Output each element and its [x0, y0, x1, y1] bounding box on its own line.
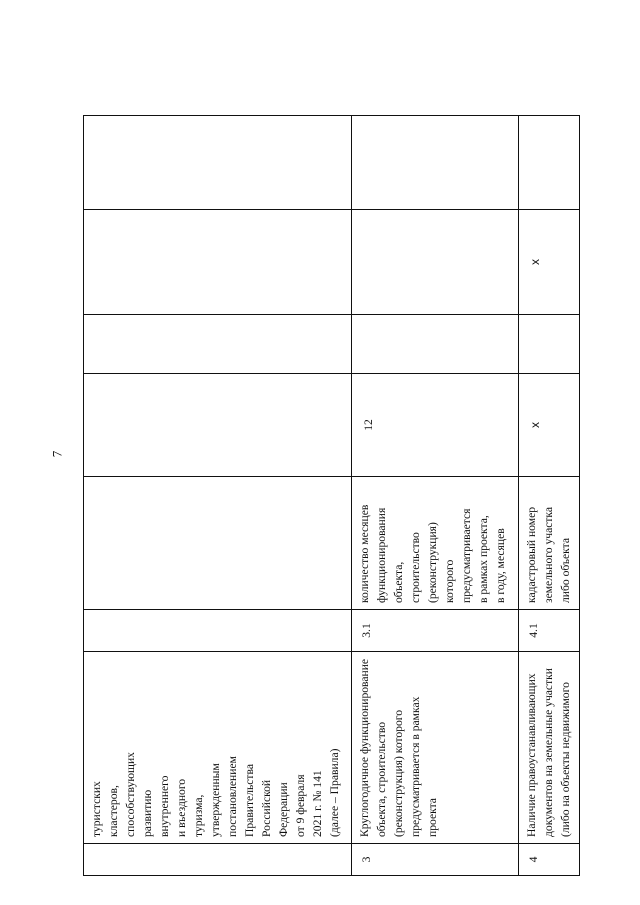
subcriterion-number: 4.1 [519, 610, 580, 652]
value-cell [84, 210, 352, 315]
criterion-name-line: Правительства [243, 764, 256, 837]
criterion-name-line: развитию [141, 789, 154, 837]
indicator-cell [84, 477, 352, 610]
indicator-line: в рамках проекта, [477, 515, 490, 603]
indicator-line: (реконструкция) [426, 522, 439, 603]
indicator-lines [356, 483, 509, 603]
value-cell [519, 116, 580, 210]
criterion-name-line: способствующих [124, 752, 137, 837]
criterion-name-line: 2021 г. № 141 [311, 770, 324, 837]
indicator-line: либо объекта [559, 538, 572, 603]
value-cell: x [519, 374, 580, 477]
value-cell [352, 116, 519, 210]
criterion-name-line: постановлением [226, 756, 239, 837]
criterion-name-line: Российской [260, 779, 273, 837]
indicator-line: строительство [409, 532, 422, 603]
criterion-name-line: туризма, [192, 794, 205, 837]
subcriterion-number: 3.1 [352, 610, 519, 652]
criterion-name-line: утвержденным [209, 763, 222, 837]
indicator-cell [352, 477, 519, 610]
table-row [352, 116, 519, 876]
value-cell [352, 210, 519, 315]
indicator-line: кадастровый номер [525, 506, 538, 603]
rotated-table-sheet [83, 116, 579, 876]
criterion-name-line: от 9 февраля [294, 774, 307, 837]
row-number: 4 [519, 844, 580, 876]
criterion-name-lines [88, 658, 343, 837]
criteria-table [83, 115, 580, 876]
indicator-cell [519, 477, 580, 610]
value-cell [352, 315, 519, 374]
value-cell [84, 315, 352, 374]
value-cell: 12 [352, 374, 519, 477]
criterion-name-line: внутреннего [158, 775, 171, 837]
page-number: 7 [49, 450, 65, 458]
criterion-name-line: кластеров, [107, 785, 120, 837]
value-cell [519, 315, 580, 374]
criterion-name-line: и въездного [175, 778, 188, 837]
indicator-line: которого [443, 559, 456, 603]
indicator-line: в году, месяцев [494, 528, 507, 603]
indicator-line: предусматривается [460, 508, 473, 603]
indicator-line: количество месяцев [358, 504, 371, 603]
row-number: 3 [352, 844, 519, 876]
criterion-name-cell [352, 652, 519, 844]
indicator-lines [523, 483, 574, 603]
value-cell [84, 116, 352, 210]
criterion-name-cell [519, 652, 580, 844]
criterion-name-line: (далее – Правила) [328, 748, 341, 837]
table-row [519, 116, 580, 876]
indicator-line: функционирования [375, 507, 388, 603]
criterion-name-line: Федерации [277, 782, 290, 837]
criterion-name-line: туристских [90, 781, 103, 837]
criterion-name: Круглогодичное функционирование объекта, строительство (реконструкция) которого предусматривается в рамках проекта [358, 658, 439, 837]
indicator-line: земельного участка [542, 506, 555, 603]
criterion-name: Наличие правоустанавливающих документов на земельные участки (либо на объекты недвижимого [525, 668, 572, 837]
value-cell [84, 374, 352, 477]
value-cell: x [519, 210, 580, 315]
subcriterion-number [84, 610, 352, 652]
criterion-name-cell [84, 652, 352, 844]
row-number [84, 844, 352, 876]
table-row [84, 116, 352, 876]
indicator-line: объекта, [392, 561, 405, 603]
